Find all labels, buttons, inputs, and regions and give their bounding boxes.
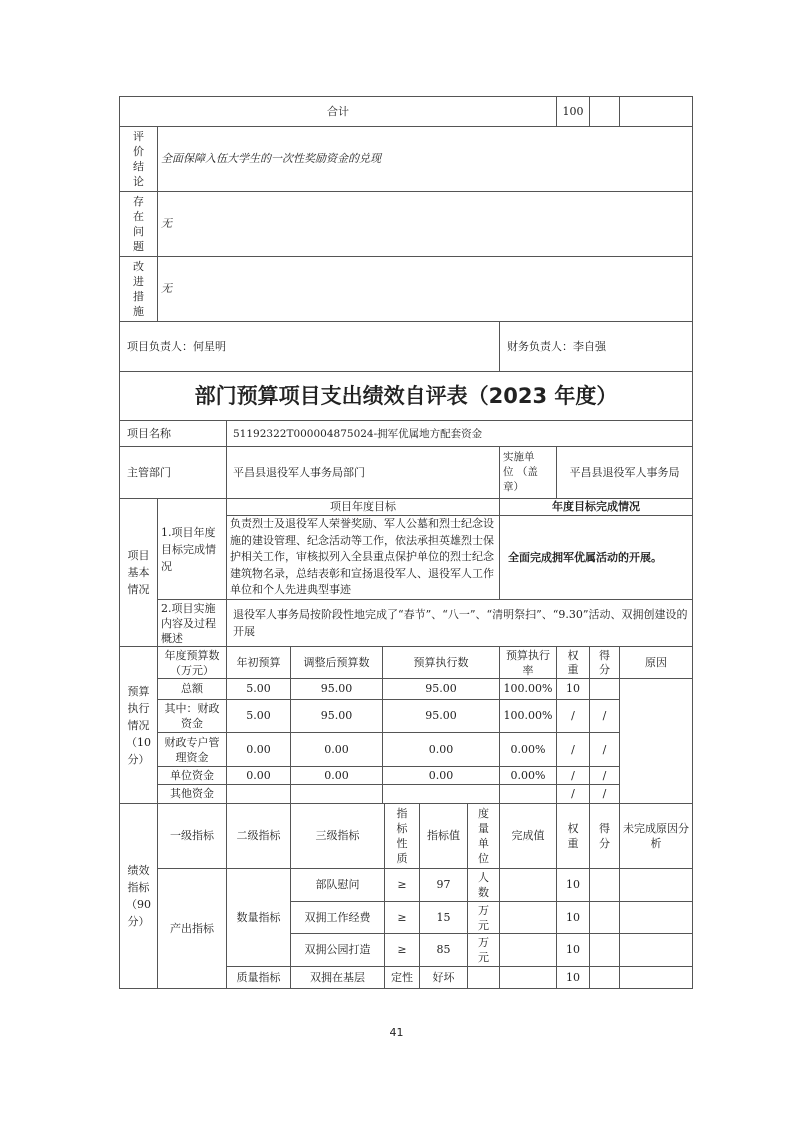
budget-row	[120, 679, 693, 700]
budget-category: 单位资金	[158, 767, 227, 785]
perf-unit	[468, 967, 500, 989]
budget-adjusted: 95.00	[291, 700, 383, 733]
budget-label: 预算 执行 情况 （10 分）	[120, 647, 158, 804]
perf-actual	[500, 869, 557, 902]
project-owner: 项目负责人：何星明	[120, 322, 500, 372]
header-unit: 度 量 单 位	[468, 804, 500, 869]
perf-level3: 部队慰问	[291, 869, 385, 902]
improve-row	[120, 257, 693, 322]
item1-goal: 负责烈士及退役军人荣誉奖励、军人公墓和烈士纪念设施的建设管理、纪念活动等工作，依法承担英雄烈士保护相关工作，审核拟列入全县重点保护单位的烈士纪念建筑物名录，总结表彰和宣扬退役军人、退役军人工作单位和个人先进典型事迹	[227, 516, 500, 600]
budget-row	[120, 785, 693, 804]
dept-label: 主管部门	[120, 447, 227, 499]
budget-score: /	[590, 733, 620, 767]
perf-value: 97	[420, 869, 468, 902]
header-category: 年度预算数（万元）	[158, 647, 227, 679]
perf-score	[590, 967, 620, 989]
budget-weight: /	[557, 785, 590, 804]
budget-executed: 0.00	[383, 733, 500, 767]
improve-text: 无	[158, 257, 693, 322]
item2-row	[120, 600, 693, 647]
project-name-row	[120, 421, 693, 447]
budget-executed: 0.00	[383, 767, 500, 785]
perf-value: 15	[420, 902, 468, 934]
budget-category: 其他资金	[158, 785, 227, 804]
perf-actual	[500, 934, 557, 967]
budget-rate: 100.00%	[500, 700, 557, 733]
budget-adjusted: 95.00	[291, 679, 383, 700]
perf-score	[590, 902, 620, 934]
header-reason: 原因	[620, 647, 693, 679]
header-score: 得 分	[590, 647, 620, 679]
budget-initial	[227, 785, 291, 804]
total-label: 合计	[120, 97, 557, 127]
perf-label: 绩效 指标 （90 分）	[120, 804, 158, 989]
basic-table	[119, 498, 693, 647]
title-row	[120, 372, 693, 421]
budget-weight: /	[557, 767, 590, 785]
budget-weight: /	[557, 733, 590, 767]
problems-text: 无	[158, 192, 693, 257]
perf-unit: 万 元	[468, 934, 500, 967]
perf-weight: 10	[557, 967, 590, 989]
project-name: 51192322T000004875024-拥军优属地方配套资金	[227, 421, 693, 447]
budget-row	[120, 700, 693, 733]
perf-level3: 双拥在基层	[291, 967, 385, 989]
header-adjusted: 调整后预算数	[291, 647, 383, 679]
budget-rate: 0.00%	[500, 767, 557, 785]
budget-adjusted	[291, 785, 383, 804]
perf-level3: 双拥公园打造	[291, 934, 385, 967]
finance-owner: 财务负责人：李自强	[500, 322, 693, 372]
level2-quantity: 数量指标	[227, 869, 291, 967]
perf-header-row	[120, 804, 693, 869]
budget-row	[120, 767, 693, 785]
problems-row	[120, 192, 693, 257]
header-initial: 年初预算	[227, 647, 291, 679]
item2-label: 2.项目实施内容及过程概述	[158, 600, 227, 647]
perf-row	[120, 869, 693, 902]
budget-score: /	[590, 700, 620, 733]
basic-label: 项目 基本 情况	[120, 499, 158, 647]
header-executed: 预算执行数	[383, 647, 500, 679]
conclusion-row	[120, 127, 693, 192]
perf-reason	[620, 902, 693, 934]
improve-label: 改 进 措 施	[120, 257, 158, 322]
perf-actual	[500, 967, 557, 989]
form-title: 部门预算项目支出绩效自评表（2023 年度）	[120, 372, 693, 421]
budget-row	[120, 733, 693, 767]
perf-nature: 定性	[385, 967, 420, 989]
perf-nature: ≥	[385, 934, 420, 967]
header-actual: 完成值	[500, 804, 557, 869]
budget-initial: 0.00	[227, 733, 291, 767]
perf-weight: 10	[557, 902, 590, 934]
dept-row	[120, 447, 693, 499]
perf-reason	[620, 967, 693, 989]
perf-score	[590, 934, 620, 967]
budget-reason	[620, 679, 693, 804]
performance-table	[119, 803, 693, 989]
header-reason: 未完成原因分析	[620, 804, 693, 869]
header-value: 指标值	[420, 804, 468, 869]
conclusion-label: 评 价 结 论	[120, 127, 158, 192]
budget-initial: 5.00	[227, 700, 291, 733]
budget-initial: 5.00	[227, 679, 291, 700]
budget-score: /	[590, 785, 620, 804]
budget-executed	[383, 785, 500, 804]
dept-value: 平昌县退役军人事务局部门	[227, 447, 500, 499]
header-nature: 指 标 性 质	[385, 804, 420, 869]
budget-category: 其中：财政资金	[158, 700, 227, 733]
budget-category: 财政专户管理资金	[158, 733, 227, 767]
goal-header: 项目年度目标	[227, 499, 500, 516]
total-weight: 100	[557, 97, 590, 127]
project-name-label: 项目名称	[120, 421, 227, 447]
perf-reason	[620, 869, 693, 902]
budget-adjusted: 0.00	[291, 767, 383, 785]
perf-actual	[500, 902, 557, 934]
budget-score: /	[590, 767, 620, 785]
perf-nature: ≥	[385, 869, 420, 902]
impl-unit-label: 实施单 位 （盖 章）	[500, 447, 557, 499]
budget-rate	[500, 785, 557, 804]
perf-score	[590, 869, 620, 902]
item1-completion: 全面完成拥军优属活动的开展。	[500, 516, 693, 600]
header-score: 得 分	[590, 804, 620, 869]
header-weight: 权 重	[557, 804, 590, 869]
summary-table	[119, 96, 693, 322]
impl-unit-value: 平昌县退役军人事务局	[557, 447, 693, 499]
budget-rate: 100.00%	[500, 679, 557, 700]
perf-value: 85	[420, 934, 468, 967]
budget-executed: 95.00	[383, 700, 500, 733]
completion-header: 年度目标完成情况	[500, 499, 693, 516]
header-level2: 二级指标	[227, 804, 291, 869]
page-number: 41	[389, 1026, 404, 1039]
basic-header-row	[120, 499, 693, 516]
conclusion-text: 全面保障入伍大学生的一次性奖励资金的兑现	[158, 127, 693, 192]
budget-adjusted: 0.00	[291, 733, 383, 767]
perf-reason	[620, 934, 693, 967]
level2-quality: 质量指标	[227, 967, 291, 989]
header-weight: 权 重	[557, 647, 590, 679]
budget-executed: 95.00	[383, 679, 500, 700]
signature-row	[120, 322, 693, 372]
perf-weight: 10	[557, 934, 590, 967]
budget-score	[590, 679, 620, 700]
budget-table	[119, 646, 693, 804]
budget-rate: 0.00%	[500, 733, 557, 767]
item1-label: 1.项目年度目标完成情况	[158, 499, 227, 600]
budget-weight: 10	[557, 679, 590, 700]
header-table	[119, 321, 693, 499]
total-score	[590, 97, 620, 127]
header-level1: 一级指标	[158, 804, 227, 869]
level1-output: 产出指标	[158, 869, 227, 989]
budget-weight: /	[557, 700, 590, 733]
perf-value: 好坏	[420, 967, 468, 989]
perf-unit: 人 数	[468, 869, 500, 902]
total-extra	[620, 97, 693, 127]
budget-header-row	[120, 647, 693, 679]
header-rate: 预算执行率	[500, 647, 557, 679]
perf-level3: 双拥工作经费	[291, 902, 385, 934]
budget-category: 总额	[158, 679, 227, 700]
header-level3: 三级指标	[291, 804, 385, 869]
budget-initial: 0.00	[227, 767, 291, 785]
perf-weight: 10	[557, 869, 590, 902]
perf-nature: ≥	[385, 902, 420, 934]
total-row	[120, 97, 693, 127]
perf-unit: 万 元	[468, 902, 500, 934]
item2-text: 退役军人事务局按阶段性地完成了“春节”、“八一”、“清明祭扫”、“9.30”活动、双拥创建设的开展	[227, 600, 693, 647]
problems-label: 存 在 问 题	[120, 192, 158, 257]
